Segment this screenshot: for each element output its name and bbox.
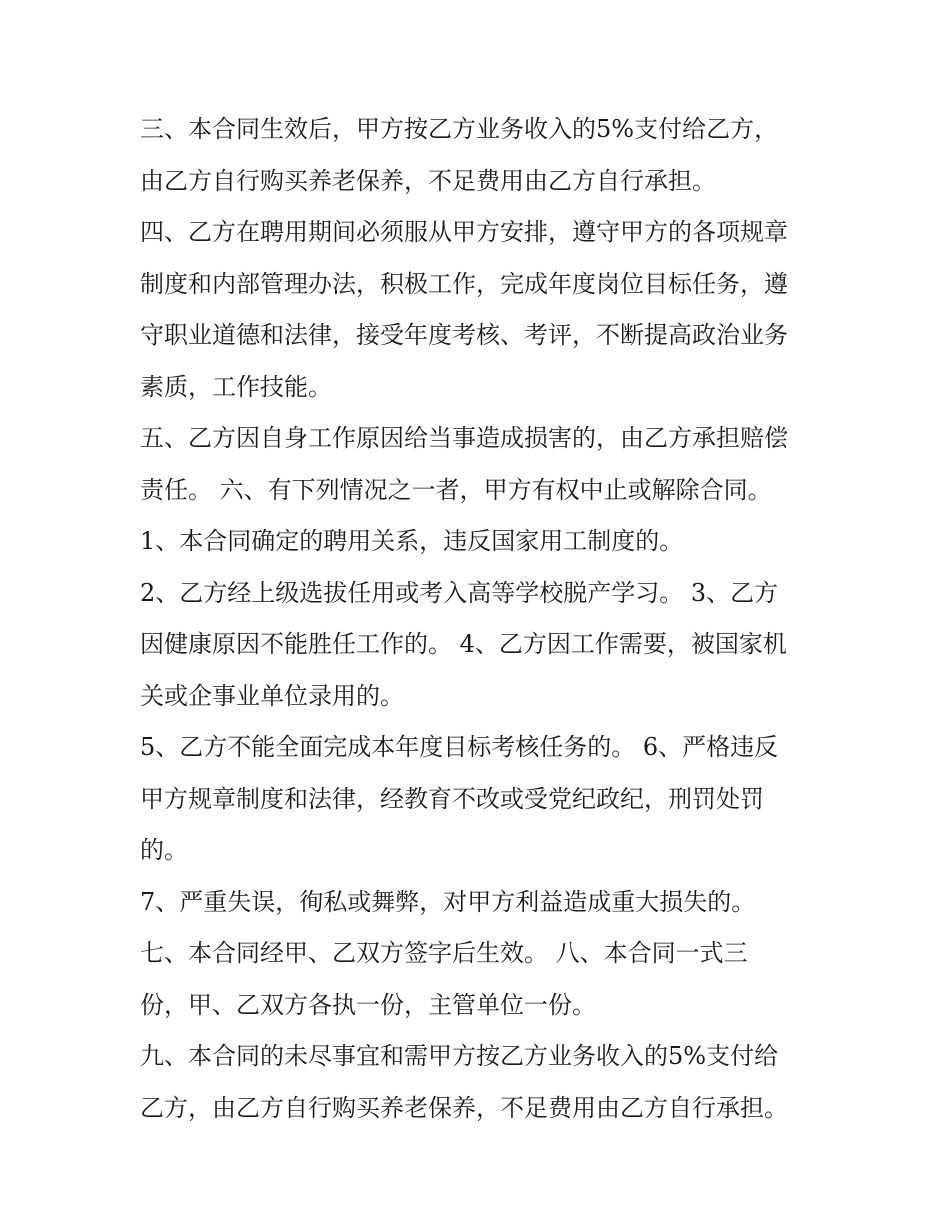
text-line: 因健康原因不能胜任工作的。 4、乙方因工作需要，被国家机 [140,630,787,658]
text-line: 制度和内部管理办法，积极工作，完成年度岗位目标任务，遵 [140,269,788,298]
text-line: 乙方，由乙方自行购买养老保养，不足费用由乙方自行承担。 [140,1093,788,1122]
text-line: 守职业道德和法律，接受年度考核、考评，不断提高政治业务 [140,321,788,349]
text-line: 七、本合同经甲、乙双方签字后生效。 八、本合同一式三 [140,939,748,967]
text-line: 由乙方自行购买养老保养，不足费用由乙方自行承担。 [140,166,716,195]
text-line: 四、乙方在聘用期间必须服从甲方安排，遵守甲方的各项规章 [140,218,788,246]
text-line: 关或企事业单位录用的。 [140,681,404,710]
text-line: 7、严重失误，徇私或舞弊，对甲方利益造成重大损失的。 [140,887,756,916]
contract-text-body [140,104,830,1134]
text-line: 责任。 六、有下列情况之一者，甲方有权中止或解除合同。 [140,475,772,504]
text-line: 1、本合同确定的聘用关系，违反国家用工制度的。 [140,527,684,555]
text-line: 五、乙方因自身工作原因给当事造成损害的，由乙方承担赔偿 [140,424,788,452]
text-line: 5、乙方不能全面完成本年度目标考核任务的。 6、严格违反 [140,733,779,761]
text-line: 2、乙方经上级选拔任用或考入高等学校脱产学习。 3、乙方 [140,578,779,607]
text-line: 三、本合同生效后，甲方按乙方业务收入的5%支付给乙方， [140,115,779,143]
text-line: 甲方规章制度和法律，经教育不改或受党纪政纪，刑罚处罚 [140,784,764,813]
text-line: 的。 [140,836,188,864]
text-line: 九、本合同的未尽事宜和需甲方按乙方业务收入的5%支付给 [140,1042,779,1070]
text-line: 份，甲、乙双方各执一份，主管单位一份。 [140,990,596,1019]
text-line: 素质，工作技能。 [140,372,332,401]
